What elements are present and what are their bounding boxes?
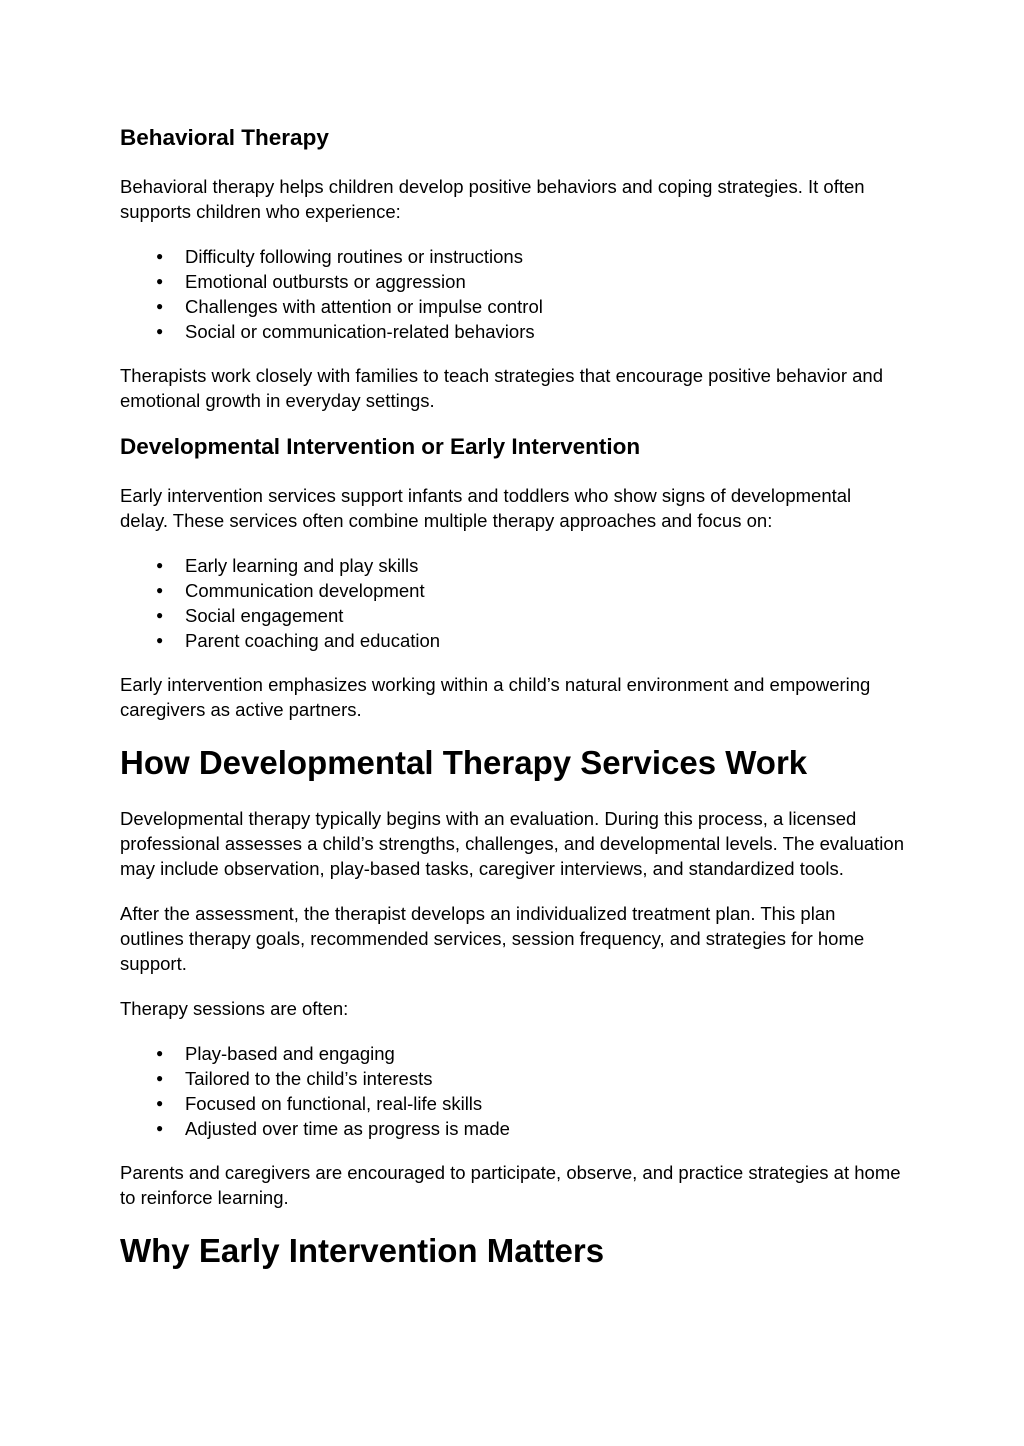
paragraph-early-intervention-intro: Early intervention services support infants and toddlers who show signs of developmental delay. These services often combine multiple therapy approaches and focus on: — [120, 485, 852, 531]
bullet-list-early-intervention — [120, 553, 904, 653]
paragraph-evaluation: Developmental therapy typically begins with an evaluation. During this process, a licensed professional assesses a child’s strengths, challenges, and developmental levels. The evaluation may include observation, play-based tasks, caregiver interviews, and standardized tools. — [120, 808, 904, 879]
section-heading-how-services-work: How Developmental Therapy Services Work — [120, 744, 808, 781]
list-item: ● Emotional outbursts or aggression — [120, 269, 904, 294]
section-heading-behavioral-therapy: Behavioral Therapy — [120, 125, 329, 150]
bullet-list-sessions — [120, 1041, 904, 1141]
list-item: ● Parent coaching and education — [120, 628, 904, 653]
list-item: ● Social or communication-related behaviors — [120, 319, 904, 344]
section-heading-why-matters: Why Early Intervention Matters — [120, 1232, 605, 1269]
list-item: ● Difficulty following routines or instructions — [120, 244, 904, 269]
section-heading-early-intervention: Developmental Intervention or Early Intervention — [120, 434, 641, 459]
list-item: ● Challenges with attention or impulse control — [120, 294, 904, 319]
list-item: ● Play-based and engaging — [120, 1041, 904, 1066]
document-body — [120, 124, 904, 1272]
paragraph-sessions-intro: Therapy sessions are often: — [120, 998, 349, 1019]
list-item: ● Communication development — [120, 578, 904, 603]
paragraph-assessment: After the assessment, the therapist develops an individualized treatment plan. This plan outlines therapy goals, recommended services, session frequency, and strategies for home support. — [120, 903, 865, 974]
list-item: ● Focused on functional, real-life skills — [120, 1091, 904, 1116]
list-item: ● Early learning and play skills — [120, 553, 904, 578]
bullet-list-behavioral — [120, 244, 904, 344]
list-item: ● Tailored to the child’s interests — [120, 1066, 904, 1091]
paragraph-behavioral-intro: Behavioral therapy helps children develop positive behaviors and coping strategies. It often supports children who experience: — [120, 176, 865, 222]
list-item: ● Social engagement — [120, 603, 904, 628]
paragraph-parents: Parents and caregivers are encouraged to participate, observe, and practice strategies at home to reinforce learning. — [120, 1162, 901, 1208]
paragraph-behavioral-outro: Therapists work closely with families to teach strategies that encourage positive behavior and emotional growth in everyday settings. — [120, 365, 883, 411]
list-item: ● Adjusted over time as progress is made — [120, 1116, 904, 1141]
paragraph-early-intervention-outro: Early intervention emphasizes working within a child’s natural environment and empowering caregivers as active partners. — [120, 674, 871, 720]
